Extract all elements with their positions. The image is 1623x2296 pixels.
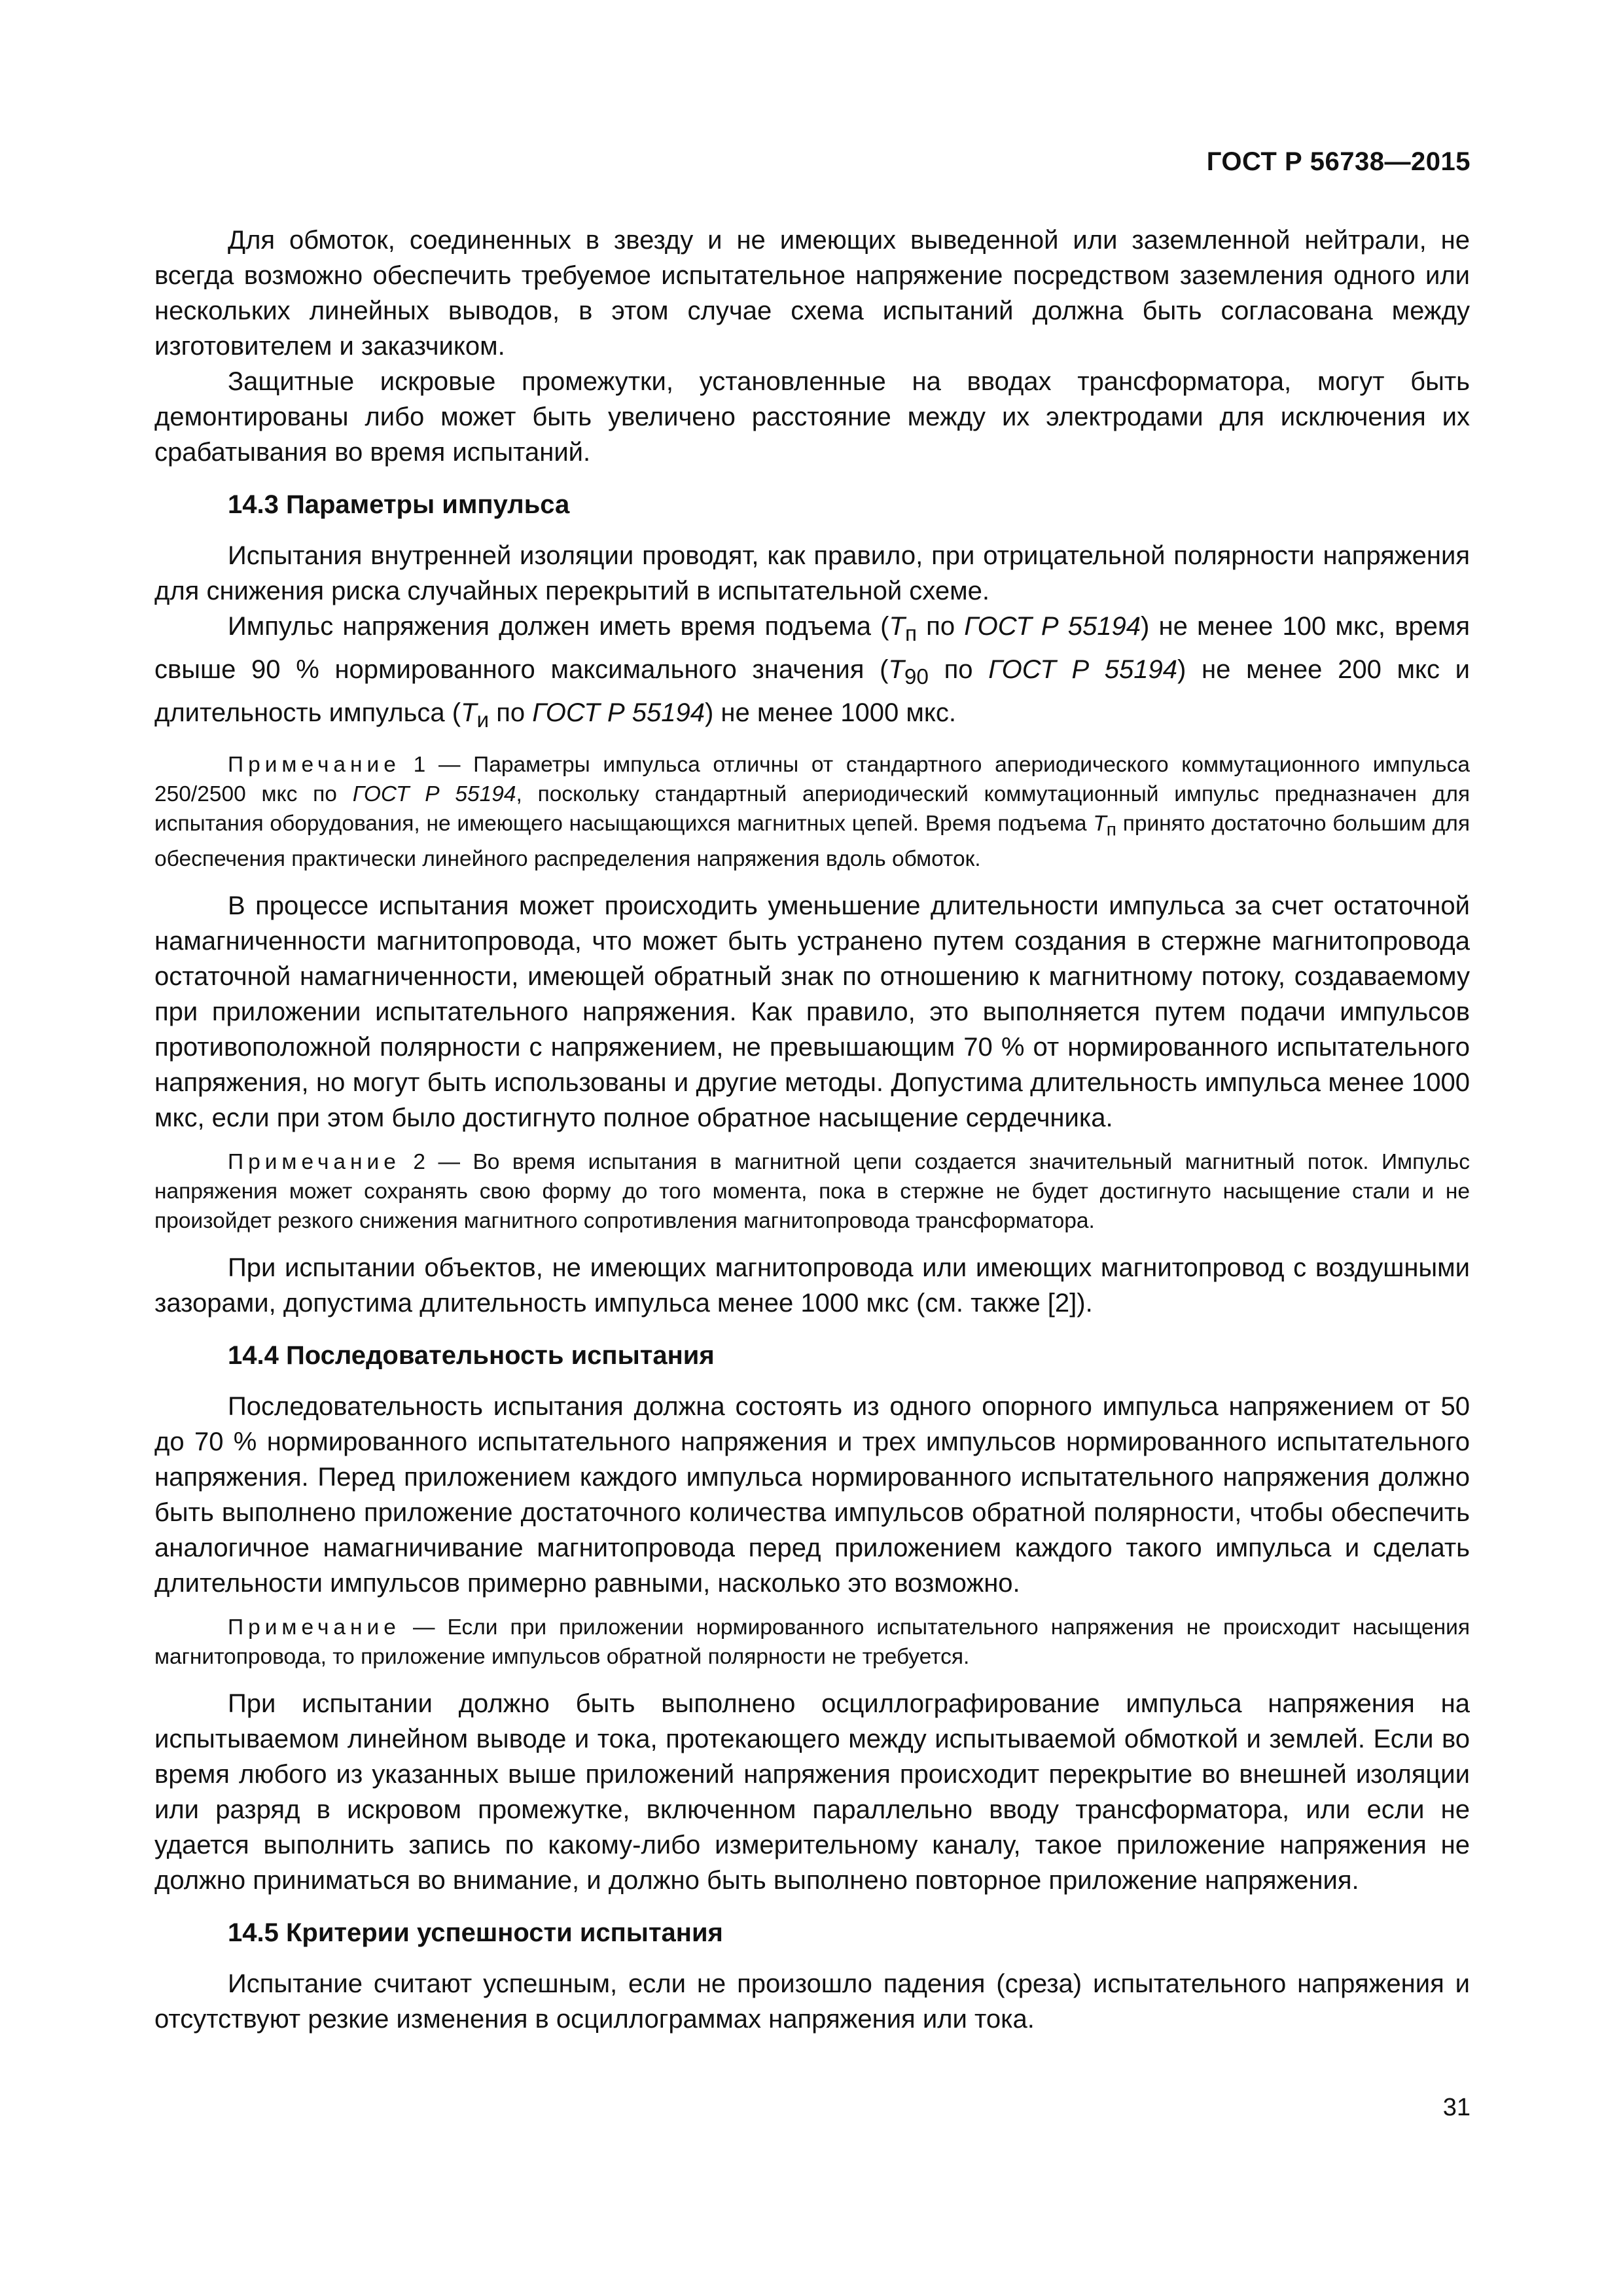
section-heading-14-3: 14.3 Параметры импульса (228, 490, 570, 519)
paragraph-oscillography: При испытании должно быть выполнено осциллографирование импульса напряжения на испытываемом линейном выводе и тока, протекающего между испытываемой обмоткой и землей. Если во время любого из указанных выше приложений напряжения происходит перекрытие во внешней изоляции или разряд в искровом промежутке, включенном параллельно вводу трансформатора, или если не удается выполнить запись по какому-либо измерительному каналу, такое приложение напряжения не должно приниматься во внимание, и должно быть выполнено повторное приложение напряжения. (154, 1689, 1470, 1895)
document-body (154, 223, 1470, 2037)
note-3: Примечание — Если при приложении нормированного испытательного напряжения не происходит насыщения магнитопровода, то приложение импульсов обратной полярности не требуется. (154, 1615, 1470, 1669)
note-2: Примечание 2 — Во время испытания в магнитной цепи создается значительный магнитный поток. Импульс напряжения может сохранять свою форму до того момента, пока в стержне не будет достигнуто насыщение стали и не произойдет резкого снижения магнитного сопротивления магнитопровода трансформатора. (154, 1149, 1470, 1233)
section-heading-14-5: 14.5 Критерии успешности испытания (228, 1918, 723, 1947)
paragraph-star-windings: Для обмоток, соединенных в звезду и не имеющих выведенной или заземленной нейтрали, не всегда возможно обеспечить требуемое испытательное напряжение посредством заземления одного или нескольких линейных выводов, в этом случае схема испытаний должна быть согласована между изготовителем и заказчиком. (154, 226, 1470, 361)
note-label: Примечание (228, 753, 401, 777)
note-label: Примечание (228, 1149, 401, 1174)
reference-gost-55194: ГОСТ Р 55194 (532, 698, 705, 727)
section-heading-14-4: 14.4 Последовательность испытания (228, 1340, 715, 1370)
paragraph-polarity: Испытания внутренней изоляции проводят, как правило, при отрицательной полярности напряжения для снижения риска случайных перекрытий в испытательной схеме. (154, 541, 1470, 605)
paragraph-impulse-parameters: Импульс напряжения должен иметь время подъема ($T_п$ по ГОСТ Р 55194) не менее 100 мкс, время свыше 90 % нормированного максимального значения ($T_{90}$ по ГОСТ Р 55194) не менее 200 мкс и длительность импульса ($T_и$ по ГОСТ Р 55194) не менее 1000 мкс. (154, 612, 1470, 732)
document-number-header: ГОСТ Р 56738—2015 (1206, 147, 1471, 176)
reference-gost-55194: ГОСТ Р 55194 (352, 782, 516, 806)
page-number: 31 (1442, 2094, 1471, 2121)
paragraph-test-sequence: Последовательность испытания должна состоять из одного опорного импульса напряжением от 50 до 70 % нормированного испытательного напряжения и трех импульсов нормированного испытательного напряжения. Перед приложением каждого импульса нормированного испытательного напряжения должно быть выполнено приложение достаточного количества импульсов обратной полярности, чтобы обеспечить аналогичное намагничивание магнитопровода перед приложением каждого такого импульса и сделать длительности импульсов примерно равными, насколько это возможно. (154, 1391, 1470, 1598)
paragraph-residual-magnetization: В процессе испытания может происходить уменьшение длительности импульса за счет остаточной намагниченности магнитопровода, что может быть устранено путем создания в стержне магнитопровода остаточной намагниченности, имеющей обратный знак по отношению к магнитному потоку, создаваемому при приложении испытательного напряжения. Как правило, это выполняется путем подачи импульсов противоположной полярности с напряжением, не превышающим 70 % от нормированного испытательного напряжения, но могут быть использованы и другие методы. Допустима длительность импульса менее 1000 мкс, если при этом было достигнуто полное обратное насыщение сердечника. (154, 891, 1470, 1132)
reference-gost-55194: ГОСТ Р 55194 (988, 655, 1178, 684)
paragraph-air-gaps: При испытании объектов, не имеющих магнитопровода или имеющих магнитопровод с воздушными зазорами, допустима длительность импульса менее 1000 мкс (см. также [2]). (154, 1253, 1470, 1318)
reference-gost-55194: ГОСТ Р 55194 (964, 612, 1141, 641)
note-label: Примечание (228, 1615, 401, 1640)
note-1: Примечание 1 — Параметры импульса отличны от стандартного апериодического коммутационного импульса 250/2500 мкс по ГОСТ Р 55194, поскольку стандартный апериодический коммутационный импульс предназначен для испытания оборудования, не имеющего насыщающихся магнитных цепей. Время подъема $T_п$ принято достаточно большим для обеспечения практически линейного распределения напряжения вдоль обмоток. (154, 753, 1471, 871)
paragraph-success-criteria: Испытание считают успешным, если не произошло падения (среза) испытательного напряжения и отсутствуют резкие изменения в осциллограммах напряжения или тока. (154, 1969, 1470, 2034)
paragraph-spark-gaps: Защитные искровые промежутки, установленные на вводах трансформатора, могут быть демонтированы либо может быть увеличено расстояние между их электродами для исключения их срабатывания во время испытаний. (154, 367, 1470, 467)
